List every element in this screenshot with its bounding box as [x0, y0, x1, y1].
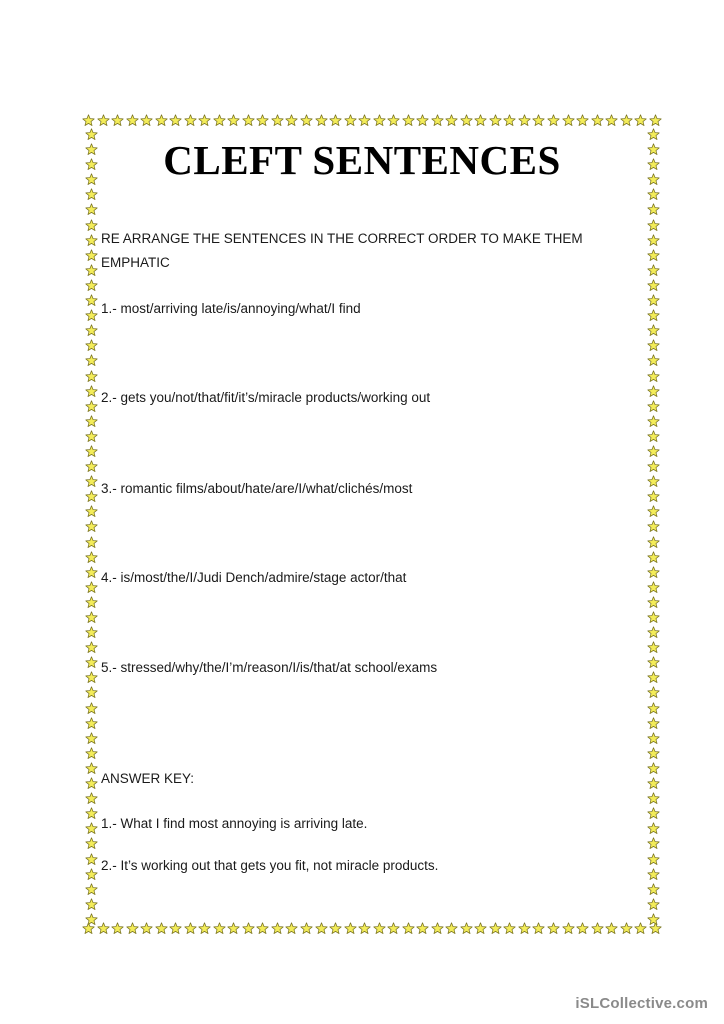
star-icon — [85, 807, 98, 820]
star-icon — [387, 114, 400, 127]
star-icon — [85, 868, 98, 881]
star-icon — [460, 114, 473, 127]
star-icon — [532, 922, 545, 935]
star-border-left — [83, 128, 99, 926]
star-icon — [140, 922, 153, 935]
star-icon — [431, 922, 444, 935]
star-icon — [344, 114, 357, 127]
star-icon — [85, 264, 98, 277]
star-icon — [416, 922, 429, 935]
star-icon — [242, 922, 255, 935]
star-icon — [647, 702, 660, 715]
star-icon — [285, 922, 298, 935]
star-icon — [647, 641, 660, 654]
star-icon — [647, 747, 660, 760]
star-icon — [591, 114, 604, 127]
star-icon — [85, 702, 98, 715]
star-icon — [300, 922, 313, 935]
star-icon — [647, 490, 660, 503]
star-icon — [647, 188, 660, 201]
star-border-bottom — [82, 921, 662, 935]
star-icon — [169, 114, 182, 127]
star-icon — [85, 671, 98, 684]
answer-2: 2.- It’s working out that gets you fit, not miracle products. — [101, 858, 439, 873]
star-icon — [647, 279, 660, 292]
star-icon — [647, 656, 660, 669]
star-icon — [647, 475, 660, 488]
star-icon — [647, 732, 660, 745]
star-icon — [620, 114, 633, 127]
star-icon — [445, 922, 458, 935]
star-icon — [647, 354, 660, 367]
star-icon — [562, 114, 575, 127]
star-icon — [85, 837, 98, 850]
answer-1: 1.- What I find most annoying is arriving late. — [101, 816, 368, 831]
star-icon — [647, 460, 660, 473]
star-icon — [647, 249, 660, 262]
star-icon — [647, 264, 660, 277]
star-icon — [387, 922, 400, 935]
star-icon — [85, 249, 98, 262]
star-icon — [647, 294, 660, 307]
star-icon — [85, 400, 98, 413]
star-icon — [576, 922, 589, 935]
star-icon — [647, 913, 660, 926]
star-icon — [97, 114, 110, 127]
star-icon — [647, 671, 660, 684]
star-icon — [85, 460, 98, 473]
star-icon — [647, 822, 660, 835]
star-icon — [85, 641, 98, 654]
star-icon — [647, 868, 660, 881]
instruction-line-2: EMPHATIC — [101, 255, 170, 270]
star-icon — [85, 279, 98, 292]
star-icon — [647, 339, 660, 352]
exercise-5: 5.- stressed/why/the/I’m/reason/I/is/that/at school/exams — [101, 660, 438, 675]
star-icon — [85, 581, 98, 594]
exercise-1: 1.- most/arriving late/is/annoying/what/I find — [101, 301, 361, 316]
star-icon — [111, 922, 124, 935]
worksheet-title: CLEFT SENTENCES — [163, 137, 561, 183]
star-icon — [562, 922, 575, 935]
star-icon — [315, 922, 328, 935]
star-icon — [85, 913, 98, 926]
star-icon — [85, 430, 98, 443]
star-icon — [431, 114, 444, 127]
star-icon — [474, 114, 487, 127]
star-icon — [126, 114, 139, 127]
star-icon — [460, 922, 473, 935]
star-icon — [647, 400, 660, 413]
star-icon — [647, 520, 660, 533]
star-icon — [358, 114, 371, 127]
star-icon — [227, 114, 240, 127]
star-icon — [647, 566, 660, 579]
star-icon — [518, 114, 531, 127]
star-icon — [647, 686, 660, 699]
star-icon — [647, 626, 660, 639]
star-icon — [647, 837, 660, 850]
star-icon — [85, 762, 98, 775]
star-icon — [647, 792, 660, 805]
star-icon — [647, 324, 660, 337]
brand-watermark: iSLCollective.com — [575, 995, 708, 1012]
star-icon — [503, 114, 516, 127]
star-icon — [85, 309, 98, 322]
star-icon — [647, 777, 660, 790]
star-icon — [85, 566, 98, 579]
star-icon — [271, 114, 284, 127]
star-icon — [85, 611, 98, 624]
star-icon — [184, 114, 197, 127]
instruction-line-1: RE ARRANGE THE SENTENCES IN THE CORRECT ORDER TO MAKE THEM — [101, 231, 583, 246]
star-icon — [647, 505, 660, 518]
star-icon — [489, 922, 502, 935]
star-icon — [402, 922, 415, 935]
star-icon — [85, 656, 98, 669]
star-icon — [85, 883, 98, 896]
star-icon — [85, 536, 98, 549]
star-icon — [227, 922, 240, 935]
star-icon — [256, 922, 269, 935]
star-icon — [591, 922, 604, 935]
star-icon — [647, 445, 660, 458]
star-icon — [647, 234, 660, 247]
star-icon — [85, 203, 98, 216]
star-icon — [605, 114, 618, 127]
star-icon — [85, 626, 98, 639]
star-icon — [647, 611, 660, 624]
star-border-right — [645, 128, 661, 926]
star-icon — [329, 922, 342, 935]
star-icon — [358, 922, 371, 935]
star-icon — [213, 922, 226, 935]
star-icon — [85, 445, 98, 458]
star-icon — [647, 203, 660, 216]
star-icon — [647, 219, 660, 232]
star-icon — [373, 922, 386, 935]
star-icon — [242, 114, 255, 127]
star-icon — [85, 792, 98, 805]
star-icon — [634, 114, 647, 127]
star-icon — [85, 354, 98, 367]
star-icon — [85, 324, 98, 337]
star-icon — [256, 114, 269, 127]
star-icon — [184, 922, 197, 935]
star-icon — [373, 114, 386, 127]
star-icon — [271, 922, 284, 935]
star-icon — [547, 114, 560, 127]
star-icon — [647, 898, 660, 911]
star-icon — [85, 732, 98, 745]
star-icon — [85, 339, 98, 352]
star-icon — [198, 922, 211, 935]
star-icon — [647, 309, 660, 322]
star-icon — [155, 114, 168, 127]
star-icon — [85, 717, 98, 730]
star-icon — [85, 219, 98, 232]
star-icon — [315, 114, 328, 127]
star-icon — [518, 922, 531, 935]
star-icon — [82, 114, 95, 127]
star-icon — [85, 188, 98, 201]
star-icon — [647, 415, 660, 428]
star-icon — [647, 596, 660, 609]
star-icon — [605, 922, 618, 935]
star-icon — [647, 385, 660, 398]
star-icon — [85, 853, 98, 866]
star-icon — [85, 415, 98, 428]
star-icon — [402, 114, 415, 127]
star-icon — [647, 717, 660, 730]
answer-key-heading: ANSWER KEY: — [101, 771, 195, 786]
star-icon — [532, 114, 545, 127]
star-icon — [329, 114, 342, 127]
star-icon — [285, 114, 298, 127]
star-icon — [547, 922, 560, 935]
star-icon — [474, 922, 487, 935]
star-icon — [647, 536, 660, 549]
star-icon — [198, 114, 211, 127]
star-icon — [169, 922, 182, 935]
star-icon — [85, 596, 98, 609]
star-icon — [576, 114, 589, 127]
star-icon — [647, 807, 660, 820]
star-icon — [85, 294, 98, 307]
star-icon — [85, 370, 98, 383]
star-icon — [213, 114, 226, 127]
star-icon — [647, 551, 660, 564]
star-icon — [85, 777, 98, 790]
star-icon — [649, 114, 662, 127]
star-icon — [85, 898, 98, 911]
star-icon — [85, 385, 98, 398]
star-icon — [344, 922, 357, 935]
star-icon — [85, 551, 98, 564]
star-icon — [85, 505, 98, 518]
star-icon — [85, 747, 98, 760]
star-icon — [445, 114, 458, 127]
star-icon — [503, 922, 516, 935]
exercise-4: 4.- is/most/the/I/Judi Dench/admire/stage actor/that — [101, 570, 407, 585]
star-icon — [126, 922, 139, 935]
star-icon — [85, 520, 98, 533]
exercise-3: 3.- romantic films/about/hate/are/I/what/clichés/most — [101, 481, 413, 496]
star-icon — [155, 922, 168, 935]
star-icon — [85, 822, 98, 835]
star-icon — [85, 686, 98, 699]
star-icon — [85, 475, 98, 488]
star-icon — [489, 114, 502, 127]
star-icon — [647, 430, 660, 443]
star-icon — [647, 883, 660, 896]
star-icon — [647, 370, 660, 383]
star-icon — [111, 114, 124, 127]
star-icon — [140, 114, 153, 127]
star-border-top — [82, 113, 662, 127]
star-icon — [416, 114, 429, 127]
star-icon — [85, 490, 98, 503]
star-icon — [620, 922, 633, 935]
exercise-2: 2.- gets you/not/that/fit/it’s/miracle products/working out — [101, 390, 431, 405]
star-icon — [647, 762, 660, 775]
star-icon — [647, 581, 660, 594]
star-icon — [85, 234, 98, 247]
star-icon — [647, 853, 660, 866]
star-icon — [300, 114, 313, 127]
